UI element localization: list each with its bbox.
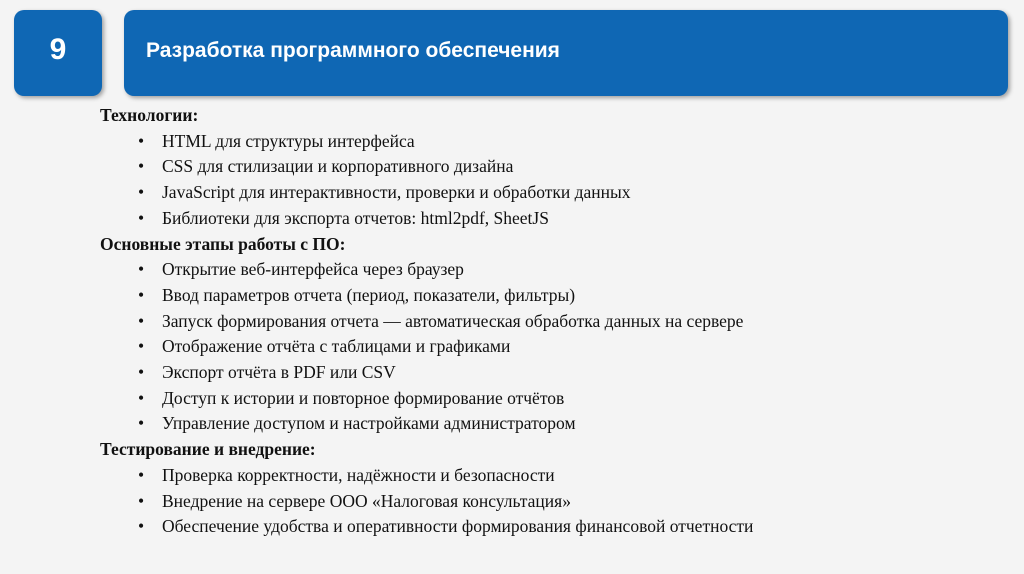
title-bar bbox=[124, 10, 1008, 96]
slide-number-badge bbox=[14, 10, 102, 96]
bullet-icon: • bbox=[138, 387, 145, 408]
list-item bbox=[100, 463, 1000, 489]
slide-content bbox=[100, 103, 1000, 540]
bullet-icon: • bbox=[138, 284, 145, 305]
list-item-text: Библиотеки для экспорта отчетов: html2pdf, SheetJS bbox=[162, 207, 549, 228]
list-item bbox=[100, 514, 1000, 540]
list-item bbox=[100, 386, 1000, 412]
bullet-icon: • bbox=[138, 207, 145, 228]
bullet-icon: • bbox=[138, 362, 145, 383]
list-item-text: Ввод параметров отчета (период, показатели, фильтры) bbox=[162, 284, 576, 305]
list-item bbox=[100, 334, 1000, 360]
list-item-text: CSS для стилизации и корпоративного дизайна bbox=[162, 156, 514, 177]
slide-number: 9 bbox=[49, 33, 67, 66]
section-technologies bbox=[100, 103, 1000, 232]
list-item-text: JavaScript для интерактивности, проверки и обработки данных bbox=[162, 182, 631, 203]
bullet-icon: • bbox=[138, 156, 145, 177]
bullet-icon: • bbox=[138, 182, 145, 203]
bullet-icon: • bbox=[138, 310, 145, 331]
list-item bbox=[100, 360, 1000, 386]
section-heading: Основные этапы работы с ПО: bbox=[100, 233, 346, 254]
bullet-icon: • bbox=[138, 130, 145, 151]
list-item-text: Экспорт отчёта в PDF или CSV bbox=[162, 362, 396, 383]
bullet-icon: • bbox=[138, 413, 145, 434]
list-item-text: Внедрение на сервере ООО «Налоговая консультация» bbox=[162, 490, 571, 511]
list-item bbox=[100, 411, 1000, 437]
bullet-list bbox=[100, 257, 1000, 437]
list-item bbox=[100, 206, 1000, 232]
bullet-icon: • bbox=[138, 516, 145, 537]
section-testing-deployment bbox=[100, 437, 1000, 540]
bullet-list bbox=[100, 463, 1000, 540]
list-item bbox=[100, 154, 1000, 180]
list-item-text: Обеспечение удобства и оперативности формирования финансовой отчетности bbox=[162, 516, 754, 537]
list-item bbox=[100, 257, 1000, 283]
list-item bbox=[100, 180, 1000, 206]
section-heading: Тестирование и внедрение: bbox=[100, 439, 316, 460]
bullet-list bbox=[100, 129, 1000, 232]
list-item-text: Запуск формирования отчета — автоматическая обработка данных на сервере bbox=[162, 310, 744, 331]
list-item-text: HTML для структуры интерфейса bbox=[162, 130, 415, 151]
list-item bbox=[100, 309, 1000, 335]
bullet-icon: • bbox=[138, 259, 145, 280]
bullet-icon: • bbox=[138, 464, 145, 485]
list-item-text: Отображение отчёта с таблицами и графиками bbox=[162, 336, 511, 357]
list-item bbox=[100, 129, 1000, 155]
slide-title: Разработка программного обеспечения bbox=[146, 39, 560, 62]
list-item-text: Проверка корректности, надёжности и безопасности bbox=[162, 464, 555, 485]
bullet-icon: • bbox=[138, 336, 145, 357]
list-item bbox=[100, 283, 1000, 309]
section-work-stages bbox=[100, 232, 1000, 438]
section-heading: Технологии: bbox=[100, 105, 199, 125]
list-item-text: Управление доступом и настройками администратором bbox=[162, 413, 576, 434]
list-item-text: Доступ к истории и повторное формирование отчётов bbox=[162, 387, 565, 408]
bullet-icon: • bbox=[138, 490, 145, 511]
list-item bbox=[100, 489, 1000, 515]
list-item-text: Открытие веб-интерфейса через браузер bbox=[162, 259, 464, 280]
